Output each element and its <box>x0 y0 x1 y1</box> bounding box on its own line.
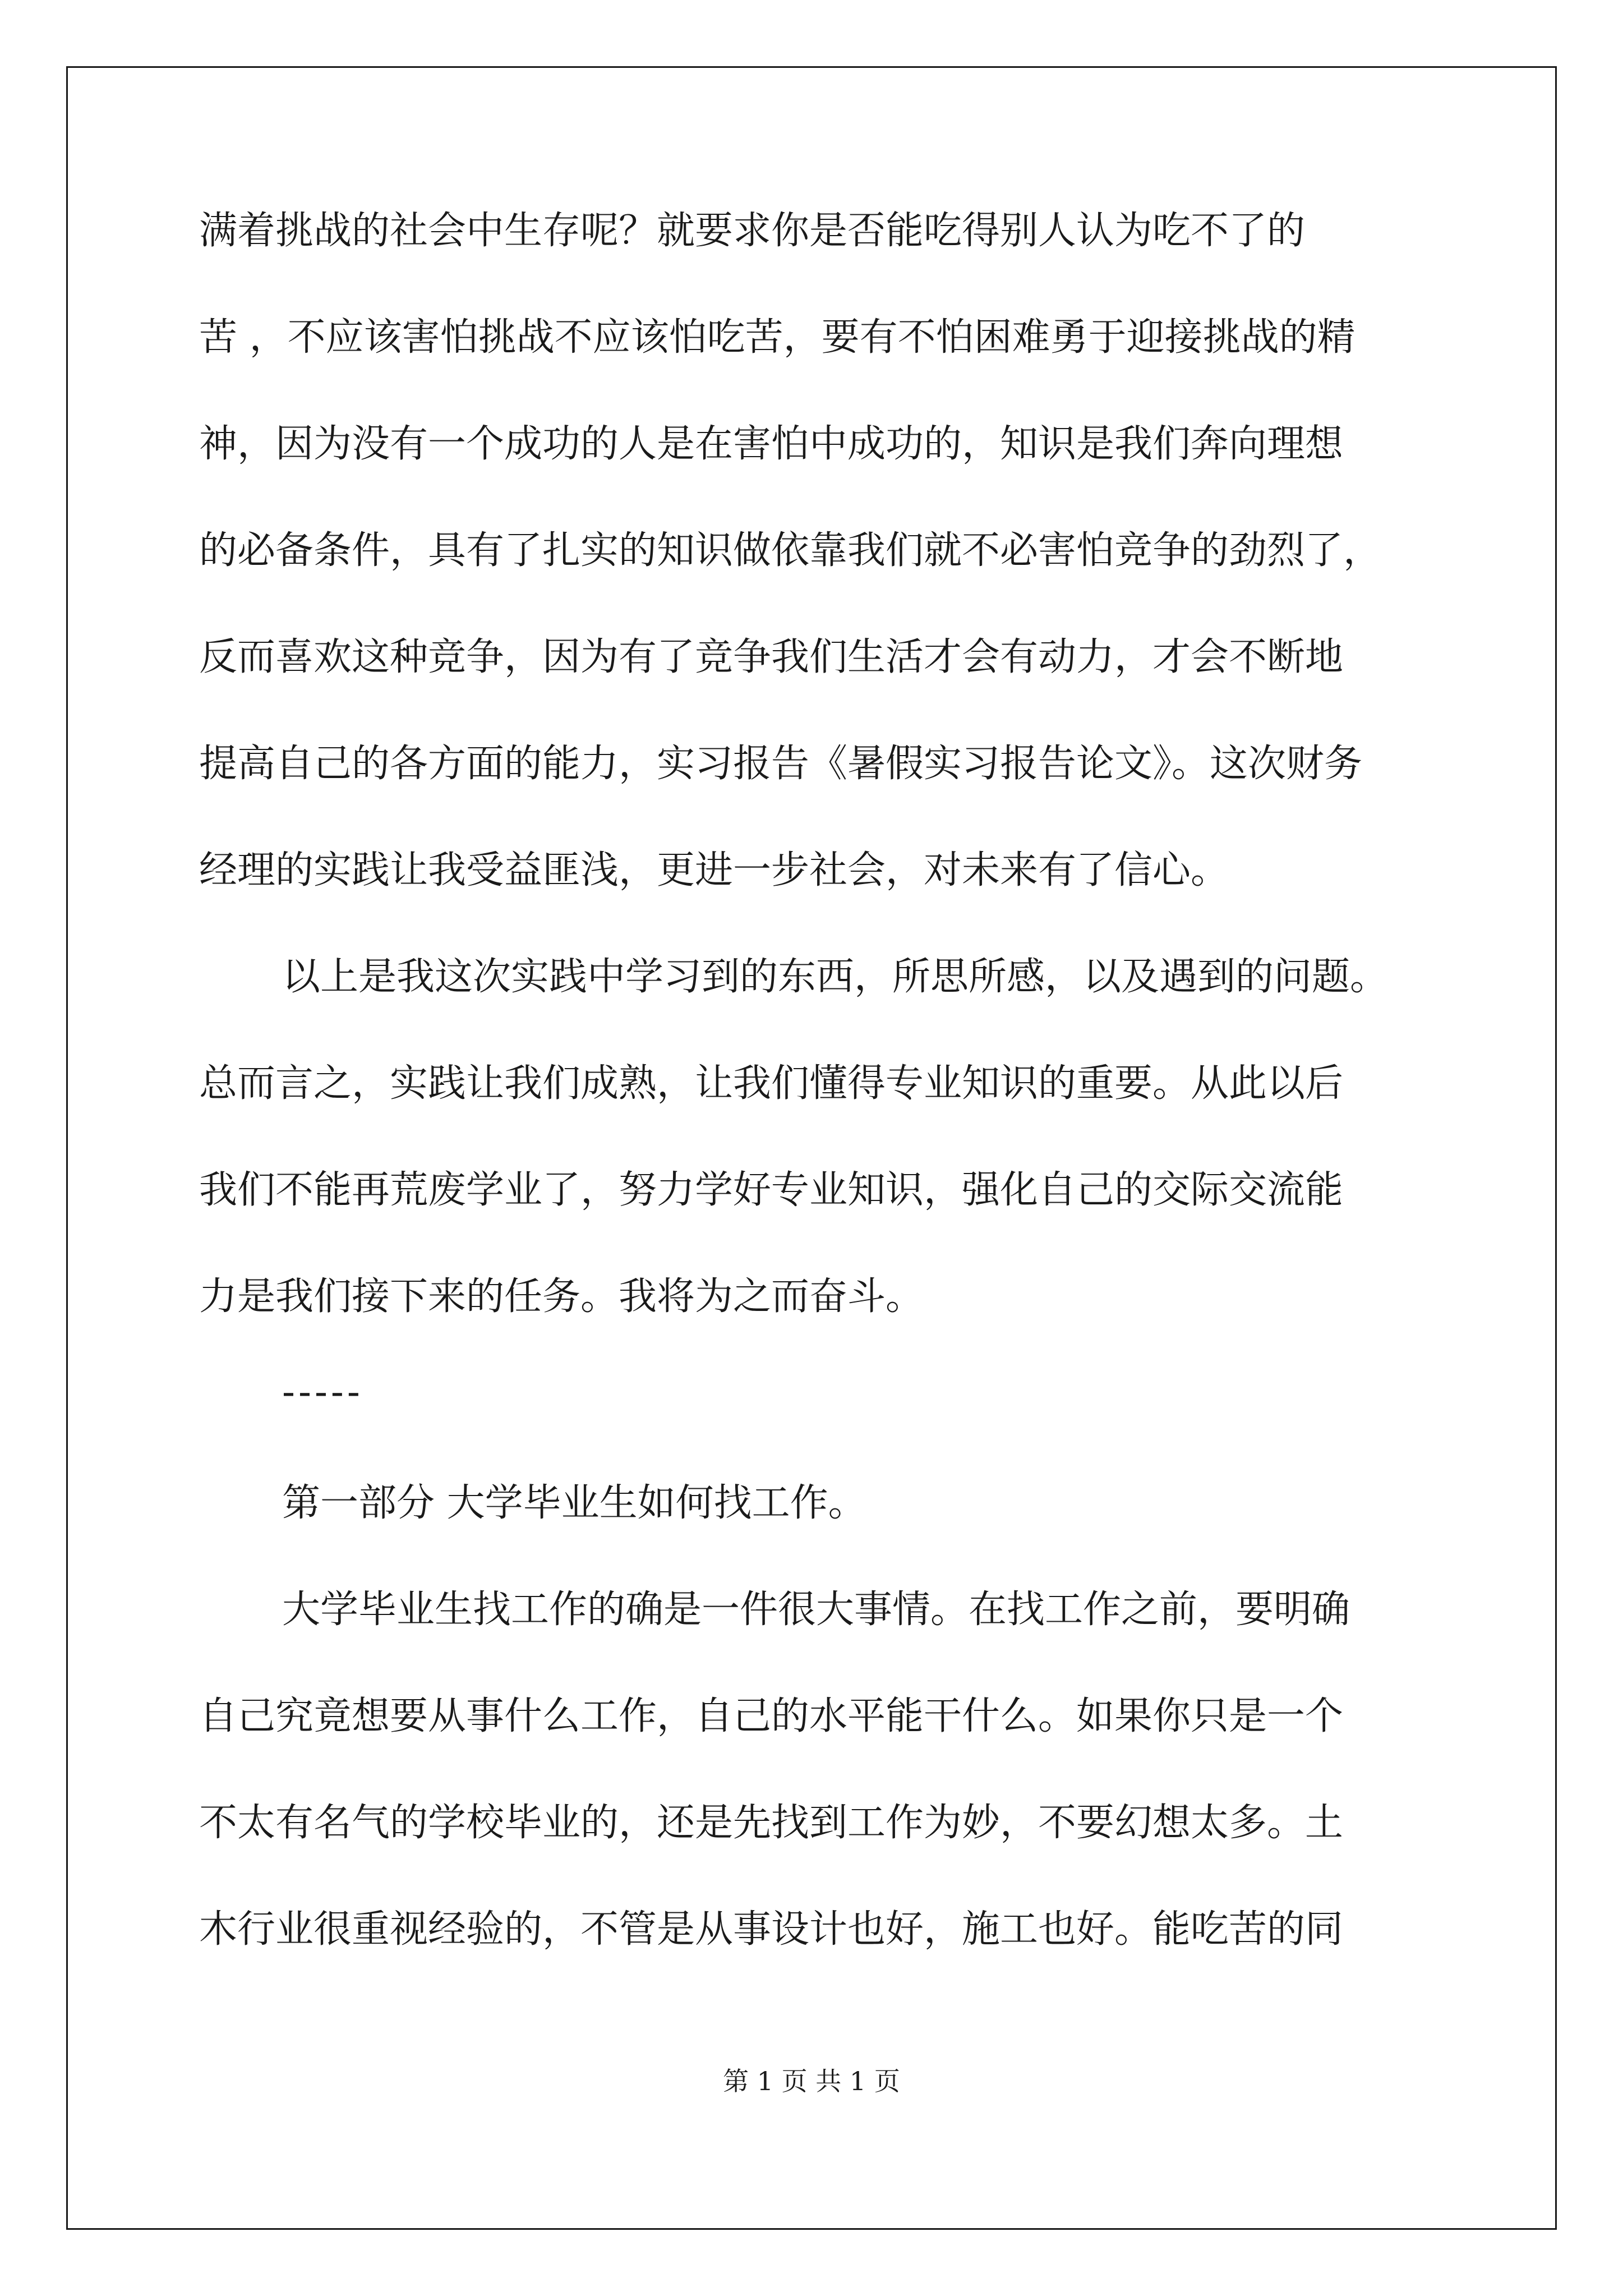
text-line: 苦 ，不应该害怕挑战不应该怕吃苦，要有不怕困难勇于迎接挑战的精 <box>199 315 1355 360</box>
text-line: 力是我们接下来的任务。我将为之而奋斗。 <box>199 1274 924 1319</box>
page-number-footer: 第 1 页 共 1 页 <box>723 2066 900 2096</box>
text-line: 我们不能再荒废学业了，努力学好专业知识，强化自己的交际交流能 <box>199 1168 1344 1212</box>
text-line: 木行业很重视经验的，不管是从事设计也好，施工也好。能吃苦的同 <box>199 1907 1344 1952</box>
separator-dashes: ----- <box>282 1370 363 1414</box>
text-line: 满着挑战的社会中生存呢？就要求你是否能吃得别人认为吃不了的 <box>199 209 1306 253</box>
text-line: 提高自己的各方面的能力，实习报告《暑假实习报告论文》。这次财务 <box>199 742 1363 786</box>
paragraph-start-line: 大学毕业生找工作的确是一件很大事情。在找工作之前，要明确 <box>282 1588 1350 1632</box>
text-line: 神，因为没有一个成功的人是在害怕中成功的，知识是我们奔向理想 <box>199 422 1344 466</box>
paragraph-start-line: 以上是我这次实践中学习到的东西，所思所感，以及遇到的问题。 <box>282 955 1389 999</box>
text-line: 不太有名气的学校毕业的，还是先找到工作为妙，不要幻想太多。土 <box>199 1801 1344 1845</box>
text-line: 经理的实践让我受益匪浅，更进一步社会，对未来有了信心。 <box>199 848 1229 892</box>
text-line: 自己究竟想要从事什么工作，自己的水平能干什么。如果你只是一个 <box>199 1694 1344 1738</box>
page-border <box>66 66 1557 2230</box>
text-line: 的必备条件，具有了扎实的知识做依靠我们就不必害怕竞争的劲烈了， <box>199 528 1382 573</box>
text-line: 总而言之，实践让我们成熟，让我们懂得专业知识的重要。从此以后 <box>199 1061 1344 1106</box>
text-line: 反而喜欢这种竞争，因为有了竞争我们生活才会有动力，才会不断地 <box>199 635 1344 679</box>
section-heading: 第一部分 大学毕业生如何找工作。 <box>282 1481 866 1525</box>
